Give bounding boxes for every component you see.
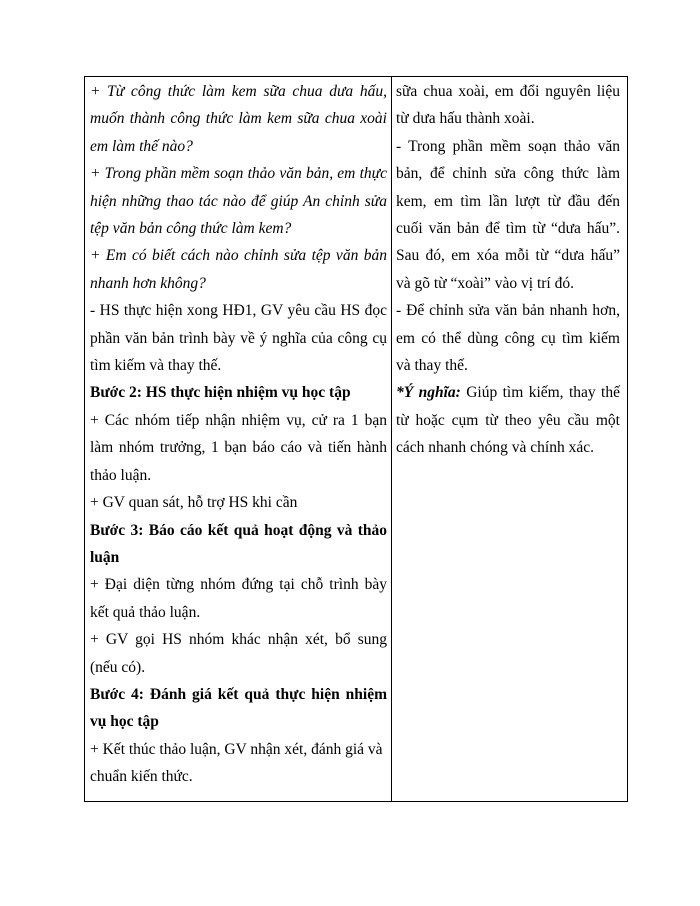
meaning-text: Giúp tìm kiếm, thay thế từ hoặc cụm từ theo yêu cầu một cách nhanh chóng và chính xác.	[396, 384, 620, 457]
question-2: + Trong phần mềm soạn thảo văn bản, em thực hiện những thao tác nào để giúp An chỉnh sửa tệp văn bản công thức làm kem?	[90, 165, 387, 238]
activity-column	[90, 78, 387, 791]
answer-1: sữa chua xoài, em đổi nguyên liệu từ dưa hấu thành xoài.	[396, 83, 620, 128]
instruction-paragraph: - HS thực hiện xong HĐ1, GV yêu cầu HS đọc phần văn bản trình bày về ý nghĩa của công cụ tìm kiếm và thay thế.	[90, 302, 387, 375]
report-paragraph: + Đại diện từng nhóm đứng tại chỗ trình bày kết quả thảo luận.	[90, 576, 387, 621]
column-divider	[391, 77, 392, 801]
step-4-heading: Bước 4: Đánh giá kết quả thực hiện nhiệm vụ học tập	[90, 685, 387, 731]
conclusion-paragraph: + Kết thúc thảo luận, GV nhận xét, đánh giá và chuẩn kiến thức.	[90, 740, 383, 786]
answer-3: - Để chỉnh sửa văn bản nhanh hơn, em có thể dùng công cụ tìm kiếm và thay thế.	[396, 302, 620, 375]
teacher-observe-paragraph: + GV quan sát, hỗ trợ HS khi cần	[90, 494, 298, 512]
group-task-paragraph: + Các nhóm tiếp nhận nhiệm vụ, cử ra 1 bạn làm nhóm trưởng, 1 bạn báo cáo và tiến hành thảo luận.	[90, 411, 387, 484]
step-2-heading: Bước 2: HS thực hiện nhiệm vụ học tập	[90, 384, 351, 402]
meaning-paragraph	[396, 379, 620, 461]
feedback-paragraph: + GV gọi HS nhóm khác nhận xét, bổ sung (nếu có).	[90, 631, 387, 676]
question-3: + Em có biết cách nào chỉnh sửa tệp văn bản nhanh hơn không?	[90, 247, 387, 292]
meaning-label: *Ý nghĩa:	[396, 384, 461, 402]
expected-result-column	[396, 78, 620, 462]
lesson-table	[84, 76, 628, 802]
step-3-heading: Bước 3: Báo cáo kết quả hoạt động và thảo luận	[90, 521, 387, 566]
answer-2: - Trong phần mềm soạn thảo văn bản, để chỉnh sửa công thức làm kem, em tìm lần lượt từ đầu đến cuối văn bản để tìm từ “dưa hấu”. Sau đó, em xóa mỗi từ “dưa hấu” và gõ từ “xoài” vào vị trí đó.	[396, 137, 620, 292]
question-1: + Từ công thức làm kem sữa chua dưa hấu, muốn thành công thức làm kem sữa chua xoài em làm thế nào?	[90, 83, 387, 155]
